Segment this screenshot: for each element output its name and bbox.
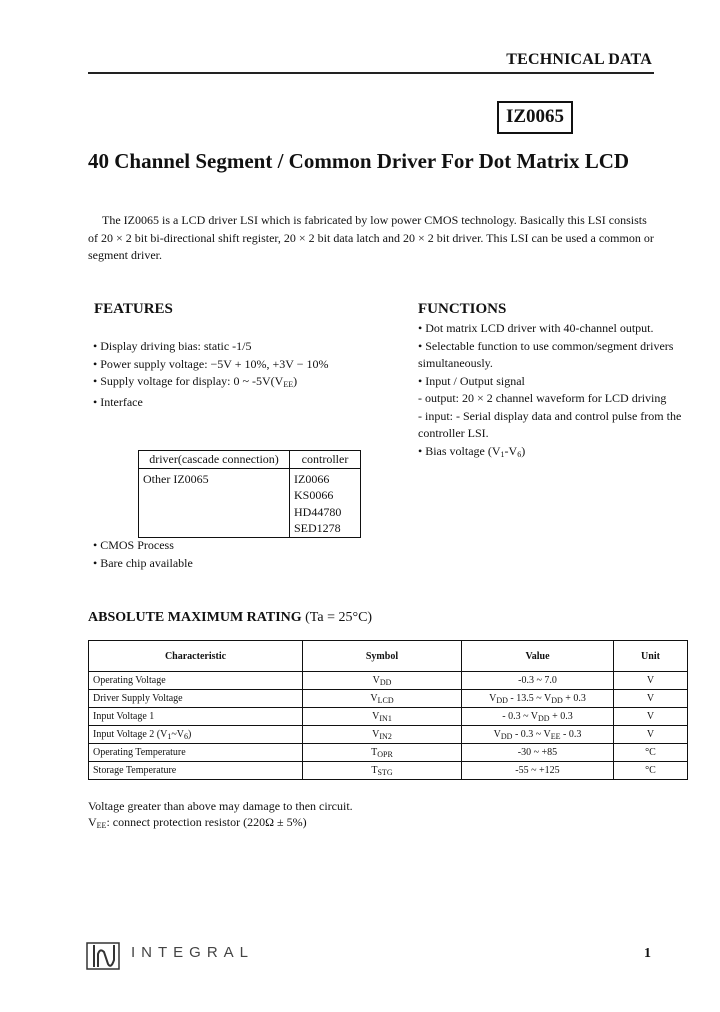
- page-number: 1: [644, 946, 651, 961]
- interface-header-driver: driver(cascade connection): [139, 451, 290, 469]
- ratings-header-value: Value: [462, 641, 614, 672]
- interface-controller-cell: KS0066: [290, 487, 361, 504]
- features-heading: FEATURES: [94, 301, 173, 317]
- features-list: [93, 338, 328, 411]
- feature-item: • CMOS Process: [93, 538, 174, 552]
- feature-item: • Bare chip available: [93, 555, 193, 570]
- ratings-header-symbol: Symbol: [303, 641, 462, 672]
- ratings-header-characteristic: Characteristic: [89, 641, 303, 672]
- rating-value: $V_{DD} - 0.3$ ~ $V_{EE} - 0.3$: [462, 726, 614, 744]
- rating-value: -55 ~ +125: [462, 762, 614, 780]
- function-item: • Selectable function to use common/segment drivers simultaneously.: [418, 338, 674, 370]
- rating-characteristic: Input Voltage 1: [89, 708, 303, 726]
- function-item: • Dot matrix LCD driver with 40-channel output.: [418, 321, 654, 335]
- part-number-box: [497, 101, 573, 134]
- interface-controller-cell: SED1278: [290, 520, 361, 537]
- rating-characteristic: Storage Temperature: [89, 762, 303, 780]
- table-row: [89, 762, 688, 780]
- function-item: - input: - Serial display data and control pulse from the controller LSI.: [418, 408, 682, 440]
- rating-value: - 0.3 ~ $V_{DD} + 0.3$: [462, 708, 614, 726]
- feature-item: • Supply voltage for display: 0 ~ $-5V(V_{EE})$: [93, 374, 298, 389]
- note-line: Voltage greater than above may damage to then circuit.: [88, 799, 353, 813]
- rating-value: -30 ~ +85: [462, 744, 614, 762]
- feature-item: • Power supply voltage: −5V + 10%, +3V − 10%: [93, 356, 329, 371]
- part-number: IZ0065: [505, 106, 565, 127]
- rating-symbol: $T_{STG}$: [303, 762, 462, 780]
- interface-controller-cell: IZ0066: [290, 468, 361, 487]
- rating-symbol: $V_{DD}$: [303, 672, 462, 690]
- interface-header-controller: controller: [290, 451, 361, 469]
- rating-symbol: $T_{OPR}$: [303, 744, 462, 762]
- function-item: • Input / Output signal: [418, 373, 525, 388]
- rating-symbol: $V_{IN2}$: [303, 726, 462, 744]
- table-row: [89, 708, 688, 726]
- table-row: [89, 690, 688, 708]
- ratings-header-unit: Unit: [614, 641, 688, 672]
- note-line: $V_{EE}$: connect protection resistor (220Ω ± 5%): [88, 815, 307, 830]
- rating-characteristic: Operating Voltage: [89, 672, 303, 690]
- table-row: [89, 744, 688, 762]
- interface-controller-cell: HD44780: [290, 504, 361, 521]
- document-title: 40 Channel Segment / Common Driver For Dot Matrix LCD: [88, 149, 630, 173]
- rating-unit: °C: [614, 762, 688, 780]
- functions-list: [418, 320, 688, 463]
- rating-unit: V: [614, 690, 688, 708]
- ratings-table: [88, 640, 688, 780]
- ratings-heading: ABSOLUTE MAXIMUM RATING (Ta = 25°C): [88, 610, 373, 625]
- rating-characteristic: Input Voltage 2 $(V_1\sim V_6)$: [89, 726, 303, 744]
- function-item: • Bias voltage $(V_1-V_6)$: [418, 443, 526, 459]
- function-item: - output: 20 × 2 channel waveform for LCD driving: [418, 391, 667, 405]
- header-rule: [88, 72, 654, 74]
- rating-value: -0.3 ~ 7.0: [462, 672, 614, 690]
- table-row: [89, 672, 688, 690]
- rating-unit: V: [614, 708, 688, 726]
- interface-driver-cell: Other IZ0065: [139, 468, 290, 537]
- features-extra-list: [93, 537, 193, 572]
- rating-symbol: $V_{IN1}$: [303, 708, 462, 726]
- rating-characteristic: Driver Supply Voltage: [89, 690, 303, 708]
- rating-unit: V: [614, 726, 688, 744]
- functions-heading: FUNCTIONS: [418, 301, 507, 317]
- integral-logo-icon: [86, 942, 120, 970]
- rating-unit: V: [614, 672, 688, 690]
- header-title: TECHNICAL DATA: [506, 51, 652, 68]
- interface-table: [138, 450, 361, 538]
- rating-unit: °C: [614, 744, 688, 762]
- feature-item: • Display driving bias: static -1/5: [93, 339, 252, 353]
- intro-paragraph: The IZ0065 is a LCD driver LSI which is fabricated by low power CMOS technology. Basically this LSI consists of 20 × 2 bit bi-directional shift register, 20 × 2 bit data latch and 20 × 2 bit driver. This LSI can be used a common or segment driver.: [88, 213, 654, 262]
- integral-logo-text: INTEGRAL: [131, 944, 255, 961]
- rating-characteristic: Operating Temperature: [89, 744, 303, 762]
- ratings-header-row: [89, 641, 688, 672]
- feature-item: • Interface: [93, 394, 143, 409]
- rating-value: $V_{DD} - 13.5$ ~ $V_{DD} + 0.3$: [462, 690, 614, 708]
- rating-symbol: $V_{LCD}$: [303, 690, 462, 708]
- table-row: [89, 726, 688, 744]
